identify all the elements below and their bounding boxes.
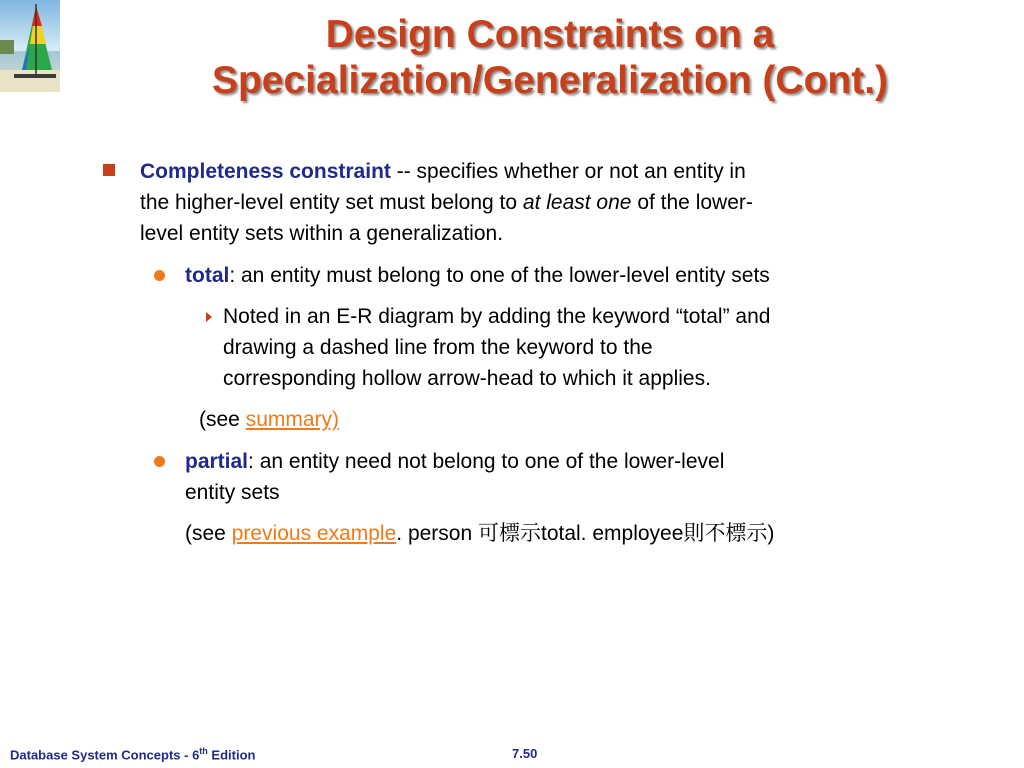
previous-example-link[interactable]: previous example [231, 522, 397, 545]
total-note-line3: corresponding hollow arrow-head to which it applies. [223, 367, 711, 390]
triangle-bullet-icon [206, 312, 212, 322]
footer-edition: Edition [207, 747, 256, 763]
total-note-paragraph [223, 301, 923, 394]
total-see-line [199, 404, 339, 435]
footer-book: Database System Concepts - 6 [10, 747, 200, 763]
partial-paragraph [185, 446, 945, 508]
dot-bullet-icon [154, 456, 165, 467]
square-bullet-icon [103, 164, 115, 176]
completeness-line3: level entity sets within a generalization. [140, 222, 504, 245]
completeness-constraint-paragraph [140, 156, 920, 249]
partial-see-prefix: (see [185, 522, 232, 545]
footer-book-title [10, 746, 255, 762]
total-note-line1: Noted in an E-R diagram by adding the keyword “total” and [223, 305, 771, 328]
footer-page-number: 7.50 [512, 746, 538, 761]
total-note-line2: drawing a dashed line from the keyword to the [223, 336, 653, 359]
completeness-text-a: -- specifies whether or not an entity in [390, 160, 746, 183]
completeness-emphasis: at least one [522, 191, 632, 214]
partial-see-line [185, 518, 965, 549]
total-paragraph [185, 260, 945, 291]
total-term: total [185, 264, 230, 287]
slide-title-line1: Design Constraints on a [325, 13, 775, 56]
partial-text: : an entity need not belong to one of the lower-level [248, 450, 725, 473]
total-see-prefix: (see [199, 408, 246, 431]
partial-see-rest: . person 可標示total. employee則不標示) [396, 522, 775, 545]
completeness-line2-b: of the lower- [631, 191, 753, 214]
footer-book-sup: th [199, 746, 208, 756]
completeness-term: Completeness constraint [140, 160, 391, 183]
summary-link[interactable]: summary) [245, 408, 340, 431]
partial-term: partial [185, 450, 249, 473]
partial-line2: entity sets [185, 481, 280, 504]
completeness-line1 [140, 156, 920, 187]
partial-line1 [185, 446, 945, 477]
slide-title-line2: Specialization/Generalization (Cont.) [211, 59, 889, 102]
dot-bullet-icon [154, 270, 165, 281]
total-text: : an entity must belong to one of the lower-level entity sets [229, 264, 770, 287]
completeness-line2 [140, 187, 920, 218]
completeness-line2-a: the higher-level entity set must belong to [140, 191, 523, 214]
